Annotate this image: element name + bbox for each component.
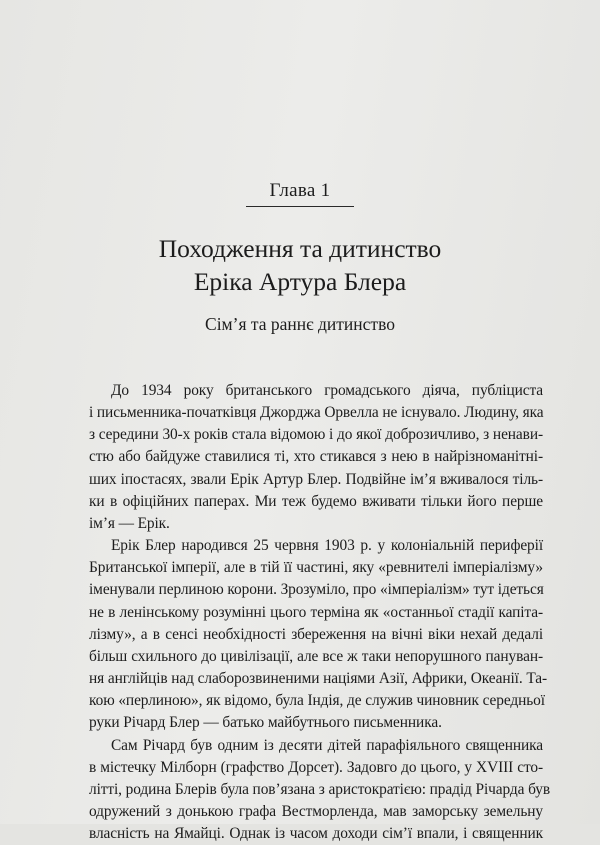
section-title: Сім’я та раннє дитинство [0, 314, 600, 335]
text-line: лізму», а в сенсі необхідності збереження на вічні віки нехай дедалі [89, 624, 543, 646]
text-line: Ерік Блер народився 25 червня 1903 р. у колоніальній периферії [89, 535, 543, 557]
text-line: Сам Річард був одним із десяти дітей парафіяльного священника [89, 735, 543, 757]
text-line: Британської імперії, але в тій її частині, яку «ревнителі імперіалізму» [89, 557, 543, 579]
text-line: літті, родина Блерів була пов’язана з аристократією: прадід Річарда був [89, 779, 543, 801]
chapter-title-line-2: Еріка Артура Блера [0, 265, 600, 298]
chapter-label: Глава 1 [0, 180, 600, 202]
chapter-title [0, 232, 600, 298]
text-line: руки Річард Блер — батько майбутнього письменника. [89, 712, 543, 734]
chapter-underline [246, 206, 354, 207]
text-line: До 1934 року британського громадського діяча, публіциста [89, 380, 543, 402]
text-line: в містечку Мілборн (графство Дорсет). Задовго до цього, у XVIII сто- [89, 757, 543, 779]
text-line: і письменника-початківця Джорджа Орвелла не існувало. Людину, яка [89, 402, 543, 424]
paragraph [89, 535, 543, 734]
text-line: іменували перлиною корони. Зрозуміло, про «імперіалізм» тут ідеться [89, 579, 543, 601]
text-line: стю або байдуже ставилися ті, хто стикався з нею в найрізноманітні- [89, 446, 543, 468]
text-line: ших іпостасях, звали Ерік Артур Блер. Подвійне ім’я вживалося тіль- [89, 469, 543, 491]
text-line: з середини 30-х років стала відомою і до якої доброзичливо, з ненави- [89, 424, 543, 446]
text-line: ня англійців над слаборозвиненими націями Азії, Африки, Океанії. Та- [89, 668, 543, 690]
text-line: не в ленінському розумінні цього терміна як «останньої стадії капіта- [89, 602, 543, 624]
text-line: ки в офіційних паперах. Ми теж будемо вживати тільки його перше [89, 491, 543, 513]
chapter-title-line-1: Походження та дитинство [0, 232, 600, 265]
text-line: ім’я — Ерік. [89, 513, 543, 535]
text-line: власність на Ямайці. Однак із часом доходи сім’ї впали, і священник [89, 823, 543, 845]
paragraph [89, 380, 543, 535]
body-text [89, 380, 543, 845]
text-line: більш схильного до цивілізації, але все ж таки непорушного пануван- [89, 646, 543, 668]
paragraph [89, 735, 543, 845]
text-line: кою «перлиною», як відомо, була Індія, де служив чиновник середньої [89, 690, 543, 712]
text-line: одружений з донькою графа Вестморленда, мав заморську земельну [89, 801, 543, 823]
